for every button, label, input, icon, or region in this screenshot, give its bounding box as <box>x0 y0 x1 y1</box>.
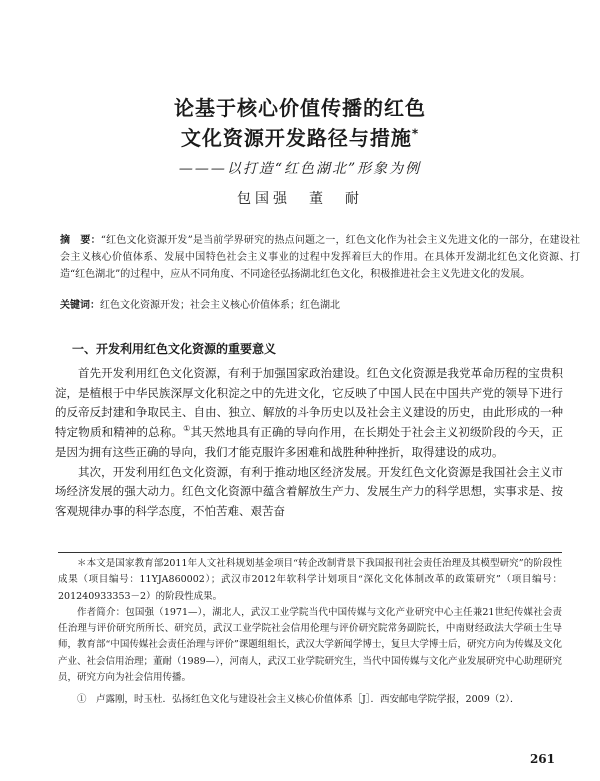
abstract-text: “红色文化资源开发”是当前学界研究的热点问题之一，红色文化作为社会主义先进文化的一部分，在建设社会主义核心价值体系、发展中国特色社会主义事业的过程中发挥着巨大的作用。在具体开发湖北红色文化资源、打造“红色湖北”的过程中，应从不同角度、不同途径弘扬湖北红色文化，积极推进社会主义先进文化的发展。 <box>60 235 581 280</box>
authors: 包国强 董 耐 <box>237 191 363 207</box>
section-heading: 一、开发利用红色文化资源的重要意义 <box>72 342 277 356</box>
keywords-text: 红色文化资源开发；社会主义核心价值体系；红色湖北 <box>100 300 340 311</box>
footnote-divider <box>58 552 562 553</box>
abstract-label: 摘 要： <box>60 235 101 246</box>
citation-mark-1[interactable]: ① <box>183 424 191 434</box>
page-number: 261 <box>529 752 555 766</box>
subtitle: ———以打造“红色湖北”形象为例 <box>178 161 422 177</box>
body-p1-text: 首先开发利用红色文化资源，有利于加强国家政治建设。红色文化资源是我党革命历程的宝贵积淀，是植根于中华民族深厚文化积淀之中的先进文化，它反映了中国人民在中国共产党的领导下进行的反帝反封建和争取民主、自由、独立、解放的斗争历史以及社会主义建设的历史，由此形成的一种特定物质和精神的总称。 <box>55 366 563 440</box>
footnotes <box>58 556 562 709</box>
footnote-authors: 作者简介：包国强（1971—），湖北人，武汉工业学院当代中国传媒与文化产业研究中心主任兼21世纪传媒社会责任治理与评价研究所所长、研究员，武汉工业学院社会信用伦理与评价研究院常务副院长，中南财经政法大学硕士生导师，教育部“中国传媒社会责任治理与评价”课题组组长，武汉大学新闻学博士，复旦大学博士后，研究方向为传媒及文化产业、社会信用治理；董耐（1989—），河南人，武汉工业学院研究生，当代中国传媒与文化产业发展研究中心助理研究员，研究方向为社会信用传播。 <box>58 606 562 684</box>
footnote-reference-1: ① 卢露刚，时玉杜．弘扬红色文化与建设社会主义核心价值体系［J］．西安邮电学院学报，2009（2）． <box>77 694 520 706</box>
body-paragraph-1 <box>55 364 563 463</box>
body-p1-continued: 其天然地具有正确的导向作用，在长期处于社会主义初级阶段的今天，正是因为拥有这些正确的导向，我们才能克服许多困难和战胜种种挫折，取得建设的成功。 <box>55 425 564 459</box>
title-footnote-mark: * <box>411 126 420 141</box>
footnote-fund: ＊本文是国家教育部2011年人文社科规划基金项目“转企改制背景下我国报刊社会责任治理及其模型研究”的阶段性成果（项目编号：11YJA860002）；武汉市2012年软科学计划项目“深化文化体制改革的政策研究”（项目编号：201240933353－2）的阶段性成果。 <box>58 558 562 602</box>
title-line-1: 论基于核心价值传播的红色 <box>174 96 426 120</box>
abstract <box>60 232 580 283</box>
title-line-2-text: 文化资源开发路径与措施 <box>180 126 412 150</box>
body-text <box>55 364 563 522</box>
title-line-2 <box>0 122 600 151</box>
keywords-label: 关键词： <box>60 300 100 311</box>
keywords <box>60 297 580 314</box>
body-paragraph-2: 其次，开发利用红色文化资源，有利于推动地区经济发展。开发红色文化资源是我国社会主义市场经济发展的强大动力。红色文化资源中蕴含着解放生产力、发展生产力的科学思想，实事求是、按客观规律办事的科学态度，不怕苦难、艰苦奋 <box>55 464 563 518</box>
